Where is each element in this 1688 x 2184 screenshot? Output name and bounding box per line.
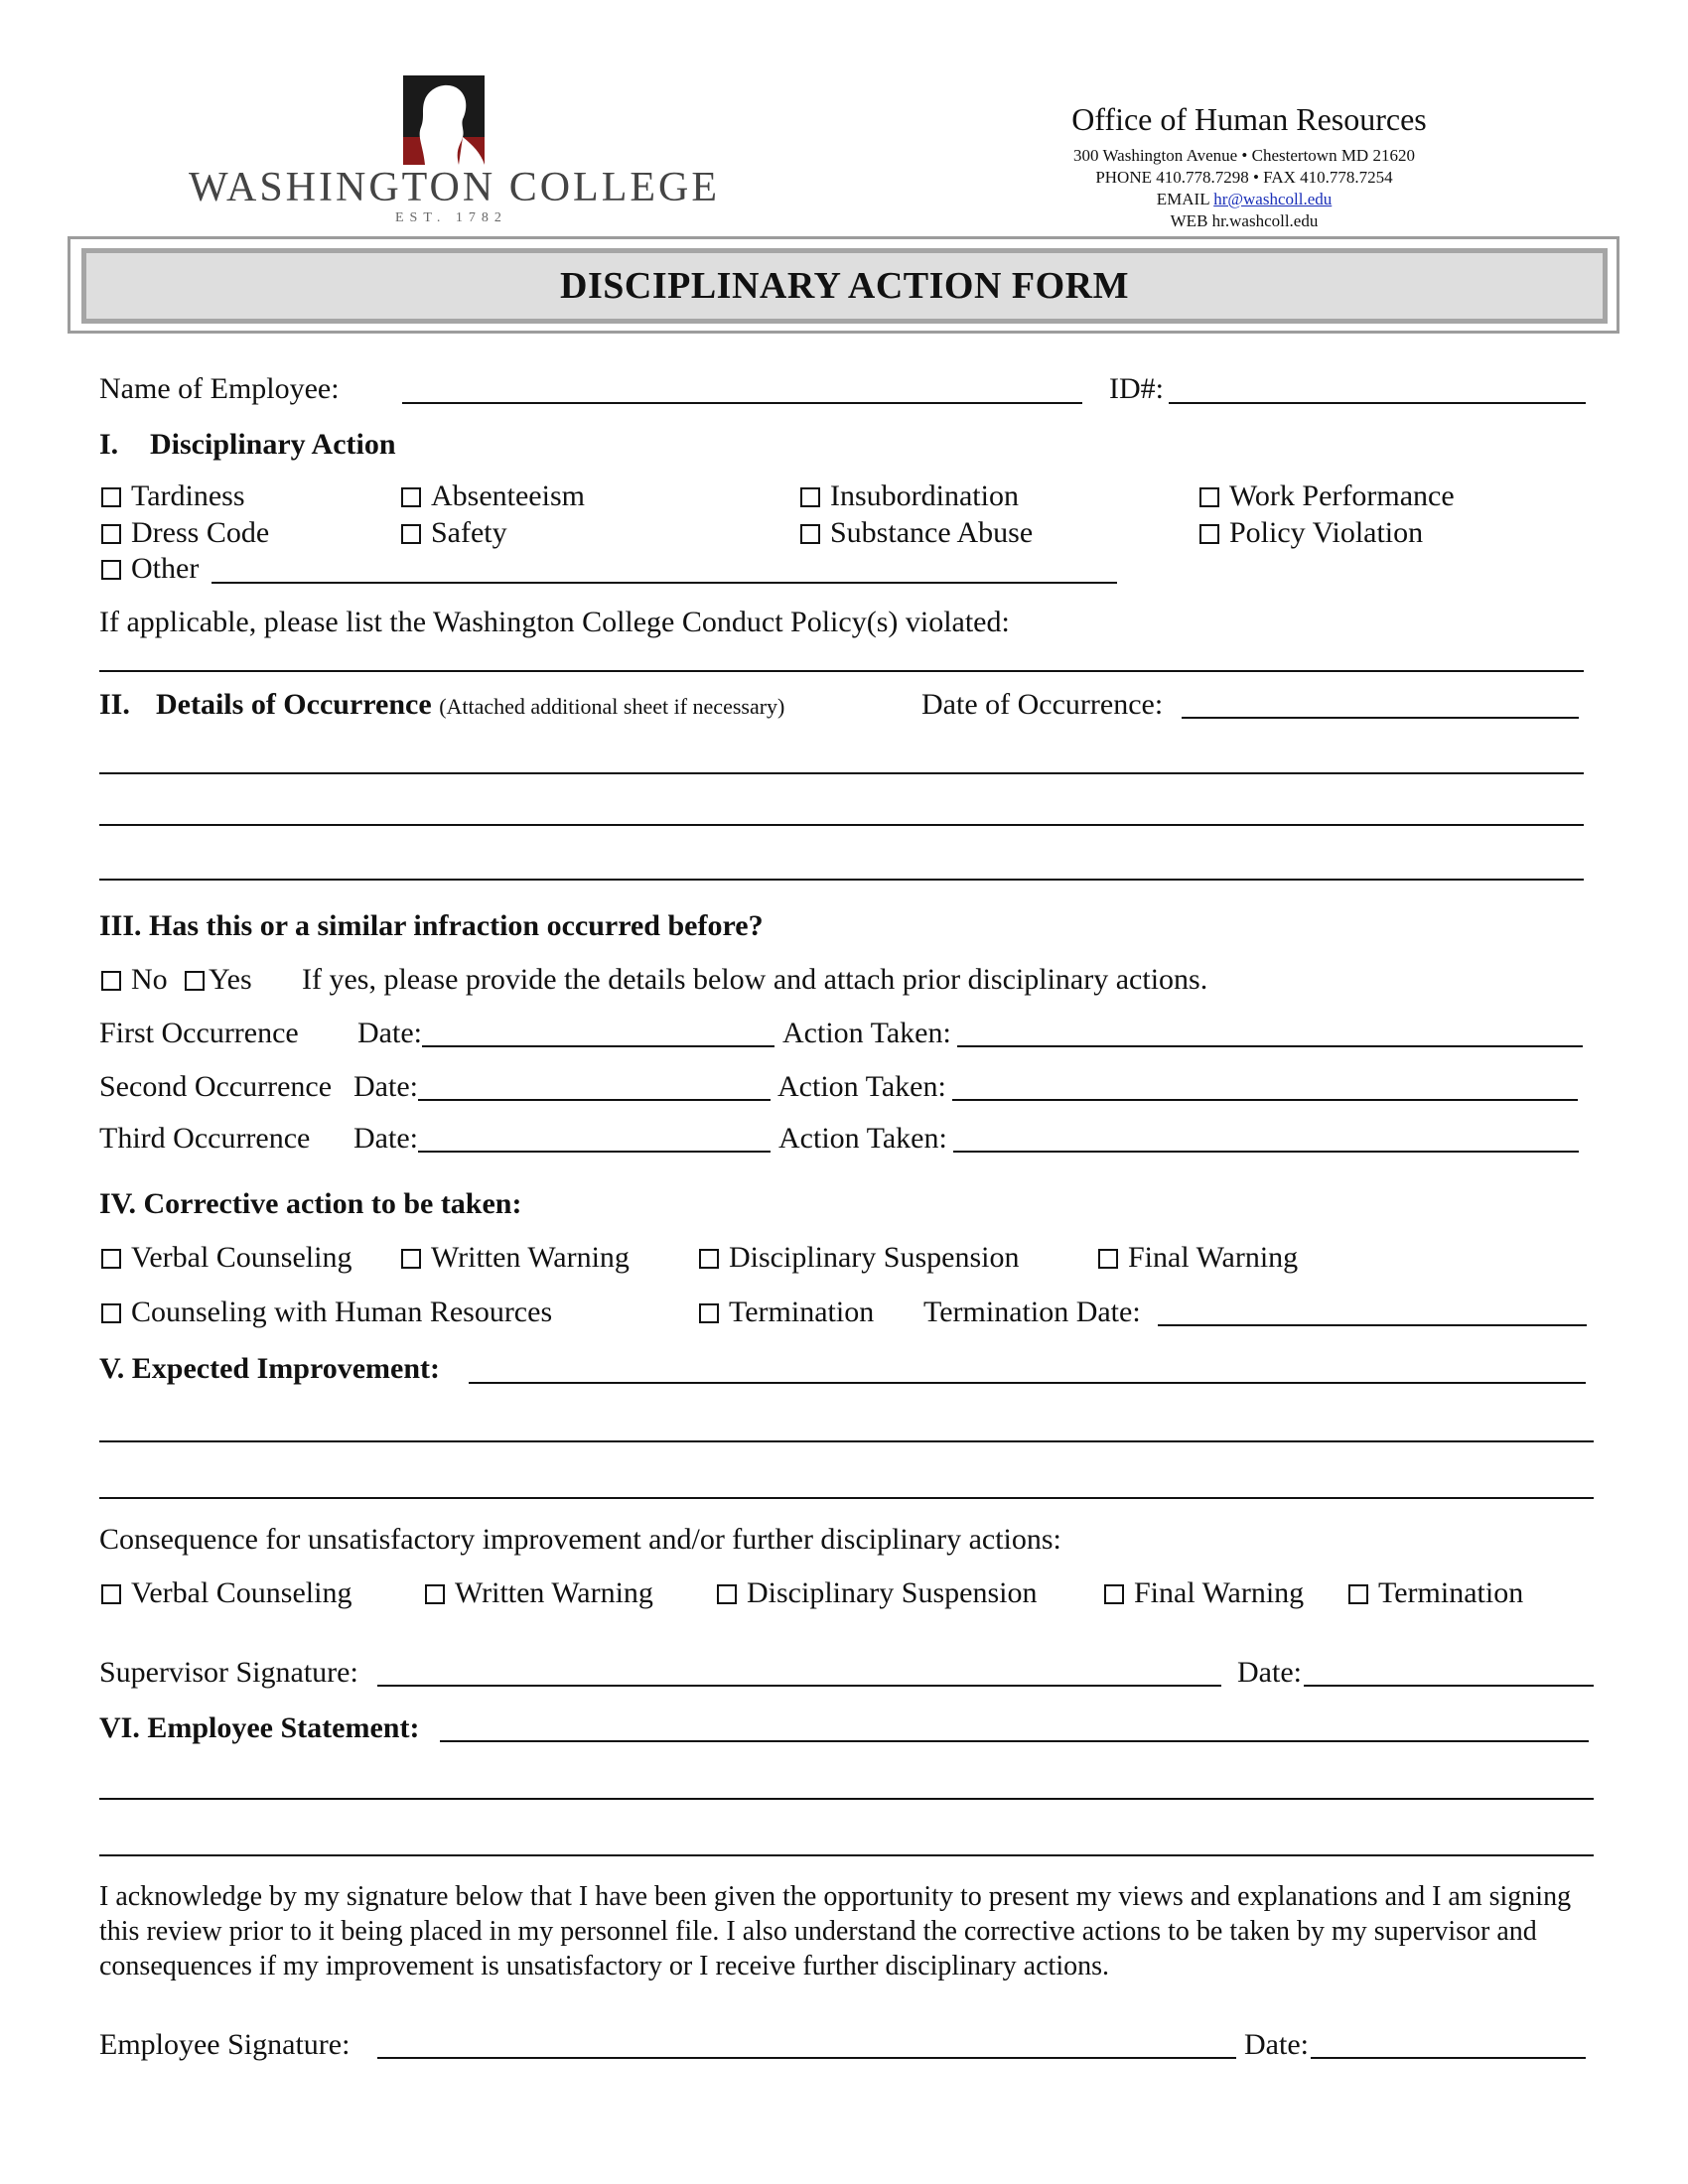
checkbox-label: Yes [209,963,252,996]
checkbox-label: Safety [431,516,507,549]
checkbox-label: Written Warning [455,1576,653,1609]
supervisor-signature-label: Supervisor Signature: [99,1656,358,1689]
checkbox-absenteeism[interactable] [401,481,585,511]
first-action-label: Action Taken: [782,1017,951,1049]
second-date-label: Date: [353,1070,418,1103]
third-action-field[interactable] [953,1151,1579,1153]
section3-heading: III. Has this or a similar infraction occurred before? [99,909,764,942]
policy-field[interactable] [99,670,1584,672]
section2-heading-row [156,690,784,720]
checkbox-box[interactable] [1098,1249,1118,1269]
checkbox-box[interactable] [1348,1584,1368,1604]
checkbox-label: No [131,963,168,996]
checkbox-label: Absenteeism [431,479,585,512]
termination-date-label: Termination Date: [923,1296,1141,1328]
checkbox-label: Other [131,552,200,585]
checkbox-box[interactable] [101,560,121,580]
consequence-disciplinary-suspension[interactable] [717,1578,1038,1608]
checkbox-box[interactable] [101,1303,121,1323]
statement-line-2[interactable] [99,1854,1594,1856]
checkbox-box[interactable] [1199,487,1219,507]
employee-statement-field[interactable] [440,1740,1589,1742]
section1-heading: Disciplinary Action [150,428,396,461]
checkbox-box[interactable] [401,524,421,544]
section6-heading: VI. Employee Statement: [99,1711,420,1744]
checkbox-label: Insubordination [830,479,1019,512]
email-link[interactable]: hr@washcoll.edu [1213,190,1333,208]
checkbox-policy-violation[interactable] [1199,518,1423,548]
termination-date-field[interactable] [1158,1324,1587,1326]
second-occurrence-label: Second Occurrence [99,1070,333,1103]
acknowledgement-text: I acknowledge by my signature below that I have been given the opportunity to present my views and explanations and I am signing this review prior to it being placed in my personnel file. I also understand the corrective actions to be taken by my supervisor and consequences if my improvement is unsatisfactory or I receive further disciplinary actions. [99,1881,1572,1981]
employee-date-label: Date: [1244,2028,1309,2061]
first-date-field[interactable] [422,1045,774,1047]
checkbox-label: Disciplinary Suspension [747,1576,1038,1609]
checkbox-substance-abuse[interactable] [800,518,1033,548]
details-line-1[interactable] [99,772,1584,774]
office-phone-fax: PHONE 410.778.7298 • FAX 410.778.7254 [1095,168,1393,187]
checkbox-counseling-hr[interactable] [101,1297,552,1327]
supervisor-signature-field[interactable] [377,1685,1221,1687]
checkbox-label: Disciplinary Suspension [729,1241,1020,1274]
checkbox-box[interactable] [101,524,121,544]
policy-prompt: If applicable, please list the Washington College Conduct Policy(s) violated: [99,606,1010,638]
date-of-occurrence-field[interactable] [1182,717,1579,719]
checkbox-verbal-counseling[interactable] [101,1243,352,1273]
supervisor-date-field[interactable] [1304,1685,1594,1687]
checkbox-label: Dress Code [131,516,270,549]
checkbox-written-warning[interactable] [401,1243,630,1273]
expected-improvement-field[interactable] [469,1382,1586,1384]
employee-date-field[interactable] [1311,2057,1586,2059]
checkbox-box[interactable] [101,487,121,507]
checkbox-box[interactable] [185,971,205,991]
office-title: Office of Human Resources [1071,101,1427,137]
college-est: EST. 1782 [395,210,507,225]
checkbox-dress-code[interactable] [101,518,269,548]
section1-number: I. [99,428,119,461]
checkbox-box[interactable] [717,1584,737,1604]
checkbox-termination[interactable] [699,1297,874,1327]
employee-id-field[interactable] [1169,402,1586,404]
checkbox-box[interactable] [425,1584,445,1604]
first-action-field[interactable] [957,1045,1583,1047]
checkbox-label: Verbal Counseling [131,1241,352,1274]
office-web: WEB hr.washcoll.edu [1170,211,1319,230]
section2-heading: Details of Occurrence [156,688,432,721]
other-field[interactable] [211,582,1117,584]
third-date-label: Date: [353,1122,418,1155]
section5-heading: V. Expected Improvement: [99,1352,441,1385]
checkbox-label: Verbal Counseling [131,1576,352,1609]
office-address: 300 Washington Avenue • Chestertown MD 21620 [1073,146,1415,165]
silhouette-logo-icon [403,75,485,165]
section4-heading: IV. Corrective action to be taken: [99,1187,522,1220]
second-action-field[interactable] [952,1099,1578,1101]
checkbox-box[interactable] [800,487,820,507]
details-line-3[interactable] [99,879,1584,881]
checkbox-tardiness[interactable] [101,481,245,511]
checkbox-label: Substance Abuse [830,516,1034,549]
details-line-2[interactable] [99,824,1584,826]
checkbox-label: Termination [729,1296,875,1328]
section2-note: (Attached additional sheet if necessary) [439,694,785,719]
second-date-field[interactable] [418,1099,771,1101]
checkbox-box[interactable] [401,1249,421,1269]
checkbox-box[interactable] [1199,524,1219,544]
consequence-termination[interactable] [1348,1578,1523,1608]
employee-signature-label: Employee Signature: [99,2028,351,2061]
checkbox-label: Termination [1378,1576,1524,1609]
checkbox-safety[interactable] [401,518,507,548]
consequence-verbal-counseling[interactable] [101,1578,352,1608]
checkbox-label: Tardiness [131,479,245,512]
checkbox-label: Final Warning [1128,1241,1299,1274]
checkbox-label: Written Warning [431,1241,630,1274]
checkbox-insubordination[interactable] [800,481,1019,511]
checkbox-label: Policy Violation [1229,516,1424,549]
checkbox-box[interactable] [101,1249,121,1269]
third-date-field[interactable] [418,1151,771,1153]
section2-number: II. [99,688,130,721]
date-of-occurrence-label: Date of Occurrence: [921,688,1164,721]
checkbox-disciplinary-suspension[interactable] [699,1243,1020,1273]
checkbox-box[interactable] [699,1249,719,1269]
checkbox-final-warning[interactable] [1098,1243,1298,1273]
checkbox-box[interactable] [699,1303,719,1323]
checkbox-work-performance[interactable] [1199,481,1455,511]
email-label: EMAIL [1156,190,1214,208]
improvement-line-2[interactable] [99,1497,1594,1499]
checkbox-box[interactable] [101,971,121,991]
checkbox-no[interactable] [101,965,168,995]
second-action-label: Action Taken: [777,1070,946,1103]
employee-id-label: ID#: [1109,372,1164,405]
form-title: DISCIPLINARY ACTION FORM [560,265,1129,307]
employee-name-label: Name of Employee: [99,372,340,405]
third-occurrence-label: Third Occurrence [99,1122,311,1155]
checkbox-label: Final Warning [1134,1576,1305,1609]
consequence-final-warning[interactable] [1104,1578,1304,1608]
first-occurrence-label: First Occurrence [99,1017,299,1049]
checkbox-label: Work Performance [1229,479,1455,512]
office-email [996,189,1492,210]
statement-line-1[interactable] [99,1798,1594,1800]
third-action-label: Action Taken: [778,1122,947,1155]
section3-instruction: If yes, please provide the details below and attach prior disciplinary actions. [302,963,1208,996]
office-contact [996,145,1492,232]
employee-name-field[interactable] [402,402,1082,404]
improvement-line-1[interactable] [99,1440,1594,1442]
checkbox-box[interactable] [1104,1584,1124,1604]
supervisor-date-label: Date: [1237,1656,1302,1689]
first-date-label: Date: [357,1017,422,1049]
employee-signature-field[interactable] [377,2057,1236,2059]
consequence-prompt: Consequence for unsatisfactory improvement and/or further disciplinary actions: [99,1523,1061,1556]
college-name: WASHINGTON COLLEGE [189,165,721,210]
checkbox-label: Counseling with Human Resources [131,1296,553,1328]
checkbox-box[interactable] [101,1584,121,1604]
checkbox-other[interactable] [101,554,199,584]
checkbox-box[interactable] [800,524,820,544]
checkbox-box[interactable] [401,487,421,507]
consequence-written-warning[interactable] [425,1578,653,1608]
checkbox-yes[interactable] [185,965,252,995]
title-banner [81,248,1608,324]
